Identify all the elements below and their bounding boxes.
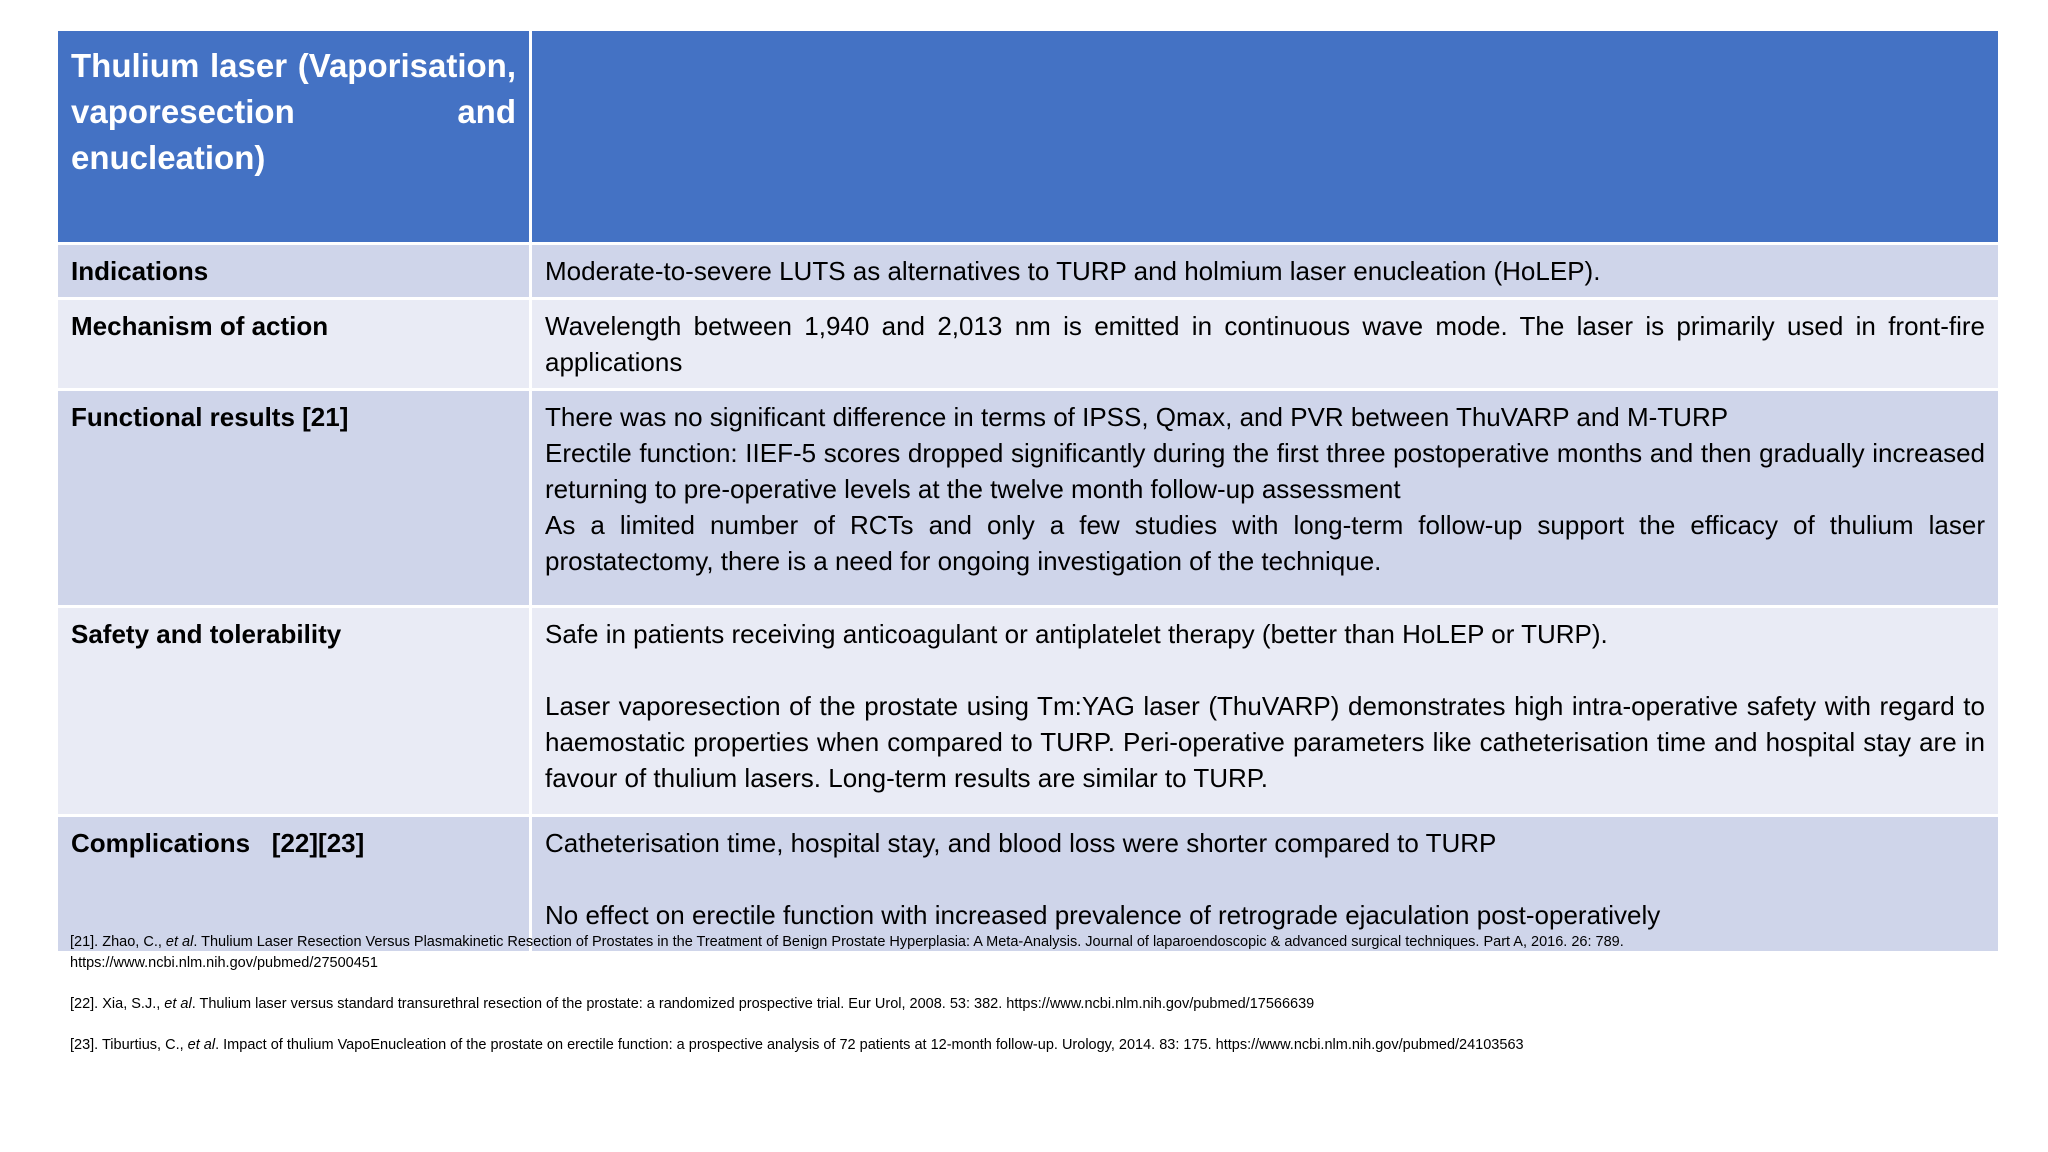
functional-text-3: As a limited number of RCTs and only a few studies with long-term follow-up support the efficacy of thulium laser prostatectomy, there is a need for ongoing investigation of the technique. — [545, 510, 1985, 576]
row-label-mechanism: Mechanism of action — [57, 299, 531, 390]
reference-22 — [70, 994, 1970, 1015]
reference-21-prefix: [21]. Zhao, C., — [70, 934, 166, 950]
reference-23-url[interactable]: https://www.ncbi.nlm.nih.gov/pubmed/24103563 — [1215, 1037, 1524, 1053]
functional-text-2: Erectile function: IIEF-5 scores dropped significantly during the first three postoperative months and then gradually increased returning to pre-operative levels at the twelve month follow-up assessment — [545, 438, 1985, 504]
thulium-laser-table — [55, 28, 2001, 954]
row-content-indications — [531, 244, 2000, 299]
indications-text: Moderate-to-severe LUTS as alternatives to TURP and holmium laser enucleation (HoLEP). — [545, 256, 1601, 286]
reference-23-text: . Impact of thulium VapoEnucleation of the prostate on erectile function: a prospective analysis of 72 patients at 12-month follow-up. Urology, 2014. 83: 175. — [215, 1037, 1216, 1053]
table-header-row — [57, 30, 2000, 244]
complications-text-2: No effect on erectile function with increased prevalence of retrograde ejaculation post-operatively — [545, 900, 1661, 930]
reference-23-prefix: [23]. Tiburtius, C., — [70, 1037, 188, 1053]
row-content-safety — [531, 607, 2000, 816]
reference-22-etal: et al — [164, 996, 192, 1012]
reference-21 — [70, 932, 1970, 974]
reference-21-url[interactable]: https://www.ncbi.nlm.nih.gov/pubmed/27500451 — [70, 955, 378, 971]
references — [70, 932, 1970, 1076]
safety-text-2: Laser vaporesection of the prostate using Tm:YAG laser (ThuVARP) demonstrates high intra-operative safety with regard to haemostatic properties when compared to TURP. Peri-operative parameters like catheterisation time and hospital stay are in favour of thulium lasers. Long-term results are similar to TURP. — [545, 691, 1985, 793]
row-label-functional-results: Functional results [21] — [57, 390, 531, 607]
table-row-safety — [57, 607, 2000, 816]
row-label-indications: Indications — [57, 244, 531, 299]
mechanism-text: Wavelength between 1,940 and 2,013 nm is emitted in continuous wave mode. The laser is primarily used in front-fire applications — [545, 311, 1985, 377]
reference-23-etal: et al — [187, 1037, 216, 1053]
reference-21-etal: et al — [165, 934, 194, 950]
row-label-safety: Safety and tolerability — [57, 607, 531, 816]
reference-22-text: . Thulium laser versus standard transurethral resection of the prostate: a randomized prospective trial. Eur Urol, 2008. 53: 382. — [191, 996, 1007, 1012]
complications-label-text: Complications [22][23] — [71, 828, 365, 858]
complications-text-1: Catheterisation time, hospital stay, and blood loss were shorter compared to TURP — [545, 828, 1497, 858]
table-row-indications — [57, 244, 2000, 299]
table-row-mechanism — [57, 299, 2000, 390]
table-header-title: Thulium laser (Vaporisation, vaporesection and enucleation) — [57, 30, 531, 244]
reference-23 — [70, 1035, 1970, 1056]
table-header-blank — [531, 30, 2000, 244]
reference-22-url[interactable]: https://www.ncbi.nlm.nih.gov/pubmed/17566639 — [1006, 996, 1315, 1012]
reference-22-prefix: [22]. Xia, S.J., — [70, 996, 165, 1012]
row-content-functional-results — [531, 390, 2000, 607]
safety-text-1: Safe in patients receiving anticoagulant or antiplatelet therapy (better than HoLEP or TURP). — [545, 619, 1608, 649]
table-row-functional-results — [57, 390, 2000, 607]
row-content-mechanism — [531, 299, 2000, 390]
reference-21-text: . Thulium Laser Resection Versus Plasmakinetic Resection of Prostates in the Treatment of Benign Prostate Hyperplasia: A Meta-Analysis. Journal of laparoendoscopic & advanced surgical techniques. Part A, 2016. 26: 789. — [193, 934, 1624, 950]
functional-text-1: There was no significant difference in terms of IPSS, Qmax, and PVR between ThuVARP and M-TURP — [545, 402, 1729, 432]
